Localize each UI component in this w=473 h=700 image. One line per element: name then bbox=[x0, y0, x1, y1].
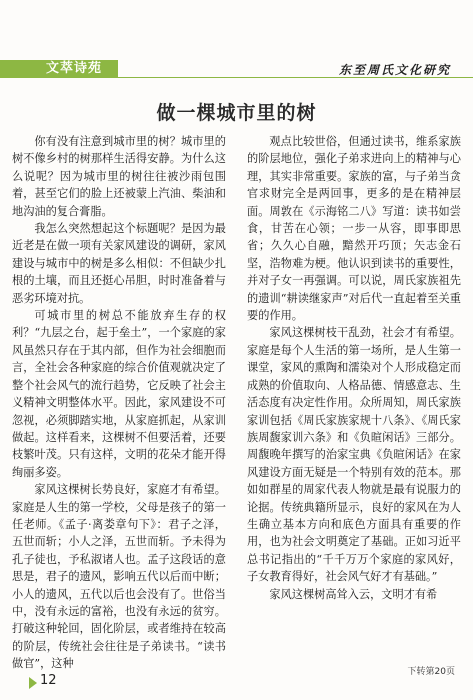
paragraph: 观点比较世俗，但通过读书，维系家族的阶层地位，强化子弟求进向上的精神与心理，其实非常重要。家族的富，与子弟当贪官求财完全是两回事，更多的是在精神层面。周敦在《示海铭二八》写道：读书如尝食，甘苦在心领；一步一从容，即事即思省；久久心自融，黯然开巧顶；矢志金石坚，浩物难为梗。他认识到读书的重要性，并对子女一再强调。可以说，周氏家族祖先的遗训“耕读继家声”对后代一直起着至关重要的作用。 bbox=[247, 135, 461, 323]
paragraph: 可城市里的树总不能放弃生存的权利？“九层之台，起于垒土”，一个家庭的家风虽然只存在于其内部，但作为社会细胞而言，全社会各种家庭的综合价值观就决定了整个社会风气的流行趋势，它反映了社会主义精神文明整体水平。因此，家风建设不可忽视，必须脚踏实地，从家庭抓起，从家训做起。这样看来，这棵树不但要活着，还要枝繁叶茂。只有这样，文明的花朵才能开得绚丽多姿。 bbox=[12, 309, 226, 479]
paragraph: 家风这棵树枝干乱劲，社会才有希望。家庭是每个人生活的第一场所，是人生第一课堂，家风的熏陶和濡染对个人形成稳定而成熟的价值取向、人格品德、情感意志、生活态度有决定性作用。众所周知，周氏家族家训包括《周氏家族家规十八条》、《周氏家族周馥家训六条》和《负暄闲话》三部分。周馥晚年撰写的治家宝典《负暄闲话》在家风建设方面无疑是一个特别有效的范本。那如如群星的周家代表人物就是最有说服力的论据。传统典籍所显示，良好的家风在为人生确立基本方向和底色方面具有重要的作用，也为社会文明奠定了基础。正如习近平总书记指出的“千千万万个家庭的家风好，子女教育得好，社会风气好才有基础。” bbox=[247, 326, 461, 584]
left-column bbox=[12, 133, 226, 673]
paragraph: 家风这棵树长势良好，家庭才有希望。家庭是人生的第一学校，父母是孩子的第一任老师。《孟子·离娄章句下》：君子之泽，五世而斩；小人之泽，五世而斩。予未得为孔子徒也，予私淑诸人也。孟子这段话的意思是，君子的遗风，影响五代以后而中断；小人的遗风，五代以后也会没有了。世俗当中，没有永远的富裕，也没有永远的贫穷。打破这种轮回，固化阶层，或者维持在较高的阶层，传统社会往往是子弟读书。“读书做官”，这种 bbox=[12, 483, 226, 671]
page-marker-icon bbox=[29, 677, 37, 689]
paragraph: 家风这棵树高耸入云，文明才有希 bbox=[269, 587, 438, 601]
paragraph: 你有没有注意到城市里的树？城市里的树不像乡村的树那样生活得安静。为什么这么说呢？因为城市里的树往往被沙雨包围着，甚至它们的脸上还被蒙上汽油、柴油和地沟油的复合膏脂。 bbox=[12, 135, 226, 218]
page-header bbox=[0, 0, 473, 78]
right-column bbox=[247, 133, 461, 603]
page-number: 12 bbox=[40, 673, 57, 688]
paragraph: 我怎么突然想起这个标题呢？是因为最近老是在做一项有关家风建设的调研，家风建设与城市中的树是多么相似：不但缺少扎根的土壤，而且还挺心吊胆，时时准备着与恶劣环境对抗。 bbox=[12, 222, 226, 305]
section-tab: 文萃诗苑 bbox=[0, 60, 118, 78]
continued-note: 下转第20页 bbox=[407, 667, 455, 677]
journal-name: 东至周氏文化研究 bbox=[338, 63, 451, 77]
article-title: 做一棵城市里的树 bbox=[156, 102, 317, 124]
